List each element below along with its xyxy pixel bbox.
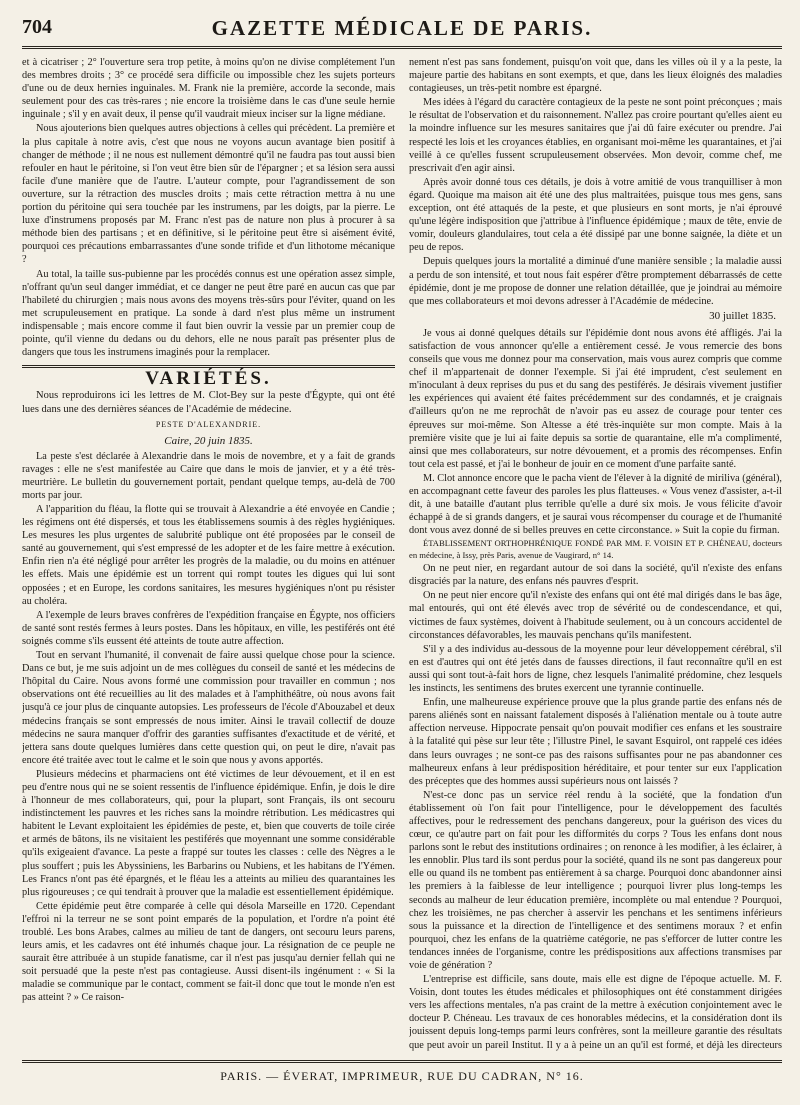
paragraph: Enfin, une malheureuse expérience prouve que la plus grande partie des enfans nés de parens aliénés sont en naissant fatalement disposés à l'aliénation mentale ou à toute autre affection nerveuse. Hippocrate pensait qu'on pouvait modifier ces enfans et les soustraire à la fatalité qui pèse sur leur tête ; l'illustre Pinel, le savant Esquirol, ont rappelé ces idées dans leurs ouvrages ; ne sont-ce pas des raisons suffisantes pour ne pas abandonner ces malheureux enfans à leur prédisposition héréditaire, et pour tenter sur eux l'application des préceptes que des hommes aussi supérieurs nous ont laissés ? bbox=[409, 697, 782, 787]
paragraph: N'est-ce donc pas un service réel rendu à la société, que la fondation d'un établissement où l'on fait pour l'intelligence, pour le développement des facultés affectives, pour le redressement des penchans dangereux, pour la guérison des vices du cœur, ce qu'autre part on fait pour les difformités du corps ? Tous les enfans dont nous parlons sont le rebut des institutions ordinaires ; on renonce à les modifier, à les éclairer, à les ennoblir. Plus tard ils sont perdus pour la société, quand ils ne sont pas dangereux pour elle ou quand ils ne tombent pas entièrement à sa charge. Pourquoi donc abandonner ainsi les premiers à la faiblesse de leur intelligence ; pourquoi livrer plus long-temps les seconds au malheur de leur éducation première, incomplète ou mal entendue ? Pourquoi, chez les troisièmes, ne pas chercher à asservir les penchans et les sentimens inférieurs sous la puissance et la direction de l'intelligence et des sentimens moraux ? et enfin pourquoi, chez les enfans de la quatrième catégorie, ne pas s'efforcer de lutter contre les tendances innées de l'organisme, contre les prédispositions aux affections transmises par voie de génération ? bbox=[409, 789, 782, 971]
paragraph: Cette épidémie peut être comparée à celle qui désola Marseille en 1720. Cependant l'effroi ni la terreur ne se sont point emparés de la population, et l'ordre n'a point été troublé. Les bons Arabes, calmes au milieu de tant de dangers, ont secouru leurs parens, leurs amis, et les cadavres ont été inhumés chaque jour. La résignation de ce peuple ne saurait être attribuée à un stupide fanatisme, car il n'est pas jusqu'au dernier fellah qui ne soit persuadé que la peste n'est pas contagieuse. Aussi disent-ils ingénument : « Si la maladie se communique par le contact, comment se fait-il donc que tout le monde n'en est pas atteint ? » Ce raison- bbox=[22, 900, 395, 1004]
section-intro: Nous reproduirons ici les lettres de M. Clot-Bey sur la peste d'Égypte, qui ont été lues dans une des dernières séances de l'Académie de médecine. bbox=[22, 390, 395, 415]
paragraph: Nous ajouterions bien quelques autres objections à celles qui précèdent. La première et la plus capitale à notre avis, c'est que nous ne voyons aucun avantage bien positif à changer de méthode ; il ne nous est nullement démontré qu'il ne faudra pas tout aussi bien refouler en haut le péritoine, si l'on veut être bien sûr de l'épargner ; et sa lésion sera aussi facile d'une manière que de l'autre. L'auteur compte, pour l'agrandissement de son ouverture, sur la rétraction des muscles droits ; mais cette rétraction mettra à nu une portion du péritoine qui sera touchée par les instrumens, par les doigts, par la pierre. Le luxe d'instrumens proposés par M. Franc n'est pas de nature non plus à procurer à sa méthode bien des partisans ; et en définitive, si le péritoine peut être si aisément évité, pourquoi ces précautions embarrassantes d'une sonde trifide et d'un lithotome mécanique ? bbox=[22, 123, 395, 266]
paragraph: S'il y a des individus au-dessous de la moyenne pour leur développement cérébral, s'il en est d'autres qui ont été jetés dans de fausses directions, il faut reconnaître qu'il en est aussi qui sont tout-à-fait hors de ligne, chez lesquels l'animalité prédomine, chez lesquels les instincts, les sentimens des brutes exercent une tyrannie continuelle. bbox=[409, 643, 782, 695]
paragraph: Après avoir donné tous ces détails, je dois à votre amitié de vous tranquilliser à mon égard. Quoique ma maison ait été une des plus maltraitées, puisque tous mes gens, sans exception, ont été attaqués de la peste, et que plusieurs en sont morts, je n'ai éprouvé qu'une légère indisposition que j'attribue à l'influence épidémique ; maux de tête, envie de vomir, douleurs glandulaires, tout cela a été dissipé par une bonne saignée, la diète et un peu de repos. bbox=[409, 176, 782, 254]
paragraph: Mes idées à l'égard du caractère contagieux de la peste ne sont point préconçues ; mais le résultat de l'observation et du raisonnement. N'allez pas croire pourtant qu'elles aient eu la moindre influence sur les mesures sanitaires que j'ai dû faire exécuter ou prendre. J'ai respecté les lois et les croyances établies, en organisant moi-même les quarantaines, et j'ai veillé à ce qu'elles fussent scrupuleusement observées. Mon devoir, comme chef, me prescrivait d'en agir ainsi. bbox=[409, 97, 782, 174]
right-column bbox=[409, 56, 782, 1051]
paragraph: Depuis quelques jours la mortalité a diminué d'une manière sensible ; la maladie aussi a perdu de son intensité, et tout nous fait espérer d'être promptement débarrassés de cette épidémie, dont je me propose de donner une relation détaillée, que je joindrai au mémoire que mes collaborateurs et moi devons adresser à l'Académie de médecine. bbox=[409, 256, 782, 307]
paragraph: A l'apparition du fléau, la flotte qui se trouvait à Alexandrie a été envoyée en Candie ; les régimens ont été dispersés, et tous les établissemens soumis à des règles hygiéniques. Les mesures les plus urgentes de salubrité publique ont été proposées par le conseil de santé au gouvernement, qui s'est empressé de les adopter et de les faire mettre à exécution. Enfin rien n'a été négligé pour arrêter les progrès de la maladie, ou du moins en atténuer les effets. Mais une épidémie est un torrent qui rompt toutes les digues qui lui sont opposées ; et en Europe, les cordons sanitaires, les mesures hygiéniques n'ont pu résister au choléra. bbox=[22, 504, 395, 607]
paragraph: M. Clot annonce encore que le pacha vient de l'élever à la dignité de miriliva (général), en accompagnant cette faveur des paroles les plus flatteuses. « Vous venez d'assister, a-t-il dit, à une bataille d'autant plus terrible qu'elle a duré six mois. Je vous félicite d'avoir échappé à de si grands dangers, et je saurai vous récompenser du courage et de l'humanité dont vous avez donné de si belles preuves en cette circonstance. » Suit la copie du firman. bbox=[409, 472, 782, 537]
paragraph: nement n'est pas sans fondement, puisqu'on voit que, dans les villes où il y a la peste, la majeure partie des habitans en sont exempts, et que, dans les lieux éloignés des maladies contagieuses, un très-petit nombre est épargné. bbox=[409, 57, 782, 95]
left-column bbox=[22, 56, 395, 1051]
paragraph: A l'exemple de leurs braves confrères de l'expédition française en Égypte, nos officiers de santé sont restés fermes à leurs postes. Dans les hôpitaux, en ville, les pestiférés ont été soignés comme s'ils eussent été atteints de toute autre affection. bbox=[22, 609, 395, 647]
article-subheading: PESTE D'ALEXANDRIE. bbox=[155, 420, 262, 430]
paragraph: On ne peut nier encore qu'il n'existe des enfans qui ont été mal dirigés dans le bas âge, mal entourés, qui ont été élevés avec trop de sévérité ou de condescendance, et qui, victimes de faux systèmes, doivent à l'habitude seulement, ou à un concours accidentel de circonstances défavorables, les mauvais penchans qu'ils manifestent. bbox=[409, 590, 782, 641]
paragraph: Je vous ai donné quelques détails sur l'épidémie dont nous avons été affligés. J'ai la satisfaction de vous annoncer qu'elle a entièrement cessé. Je vous remercie des bons conseils que vous me donnez pour ma conservation, mais vous aurez compris que comme chef il m'appartenait de donner l'exemple. Si j'ai été imprudent, c'est seulement en m'inoculant à deux reprises du pus et du sang des pestiférés. Je désirais vivement justifier les expériences qui avaient été faites précédemment sur des condamnés, et je craignais d'ailleurs qu'on ne me reprochât de n'avoir pas eu assez de courage pour tenter ces épreuves sur moi-même. Son Altesse a été très-inquiète sur mon compte. Mais à la première visite que je lui ai faite depuis sa sortie de quarantaine, elle m'a complimenté, ainsi que mes collaborateurs, sur notre dévouement, et a promis des récompenses. Enfin tout cela est passé, et j'ai le bonheur de jouir en ce moment d'une parfaite santé. bbox=[409, 327, 782, 470]
newspaper-page bbox=[22, 14, 782, 1094]
printer-imprint: PARIS. — ÉVERAT, IMPRIMEUR, RUE DU CADRAN, N° 16. bbox=[22, 1060, 782, 1084]
text-columns bbox=[22, 56, 782, 1051]
dateline: Caire, 20 juin 1835. bbox=[164, 434, 253, 447]
paragraph: La peste s'est déclarée à Alexandrie dans le mois de novembre, et y a fait de grands ravages : elle ne s'est manifestée au Caire que dans le mois de janvier, et y a été très-meurtrière. Le bulletin du gouvernement portait, pendant quelque temps, au-delà de 700 morts par jour. bbox=[22, 450, 395, 501]
paragraph: Tout en servant l'humanité, il convenait de faire aussi quelque chose pour la science. Dans ce but, je me suis adjoint un de mes collègues du conseil de santé et les médecins de l'hôpital du Caire. Nous avons formé une commission pour travailler en commun ; nos observations ont été recueillies au lit des malades et à l'amphithéâtre, où nous avons fait jusqu'à ce jour plus de cinquante autopsies. Les professeurs de l'école d'Abouzabel et deux médecins français se sont empressés de nous imiter. Ainsi le travail collectif de douze médecins ne saura manquer d'offrir des garanties suffisantes d'exactitude et de vérité, et jettera sans doute quelques lumières dans cette question qui, on peut le dire, n'avait pas encore été traitée avec tout le calme et le soin que nous y avons apportés. bbox=[22, 650, 395, 766]
paragraph: Plusieurs médecins et pharmaciens ont été victimes de leur dévouement, et il en est peu d'entre nous qui ne se soient ressentis de l'influence épidémique. Enfin, je dois le dire à l'honneur de mes collaborateurs, qui, pour la plupart, sont Français, ils ont secouru indistinctement les pauvres et les riches sans la moindre rétribution. Les médicastres qui habitent le Levant exploitaient les épidémies de peste, et, bien que couverts de toile cirée et armés de bâtons, ils ne visitaient les pestiférés que moyennant une somme considérable qu'ils exigeaient d'avance. La peste a frappé sur toutes les classes : celle des Nègres a le plus souffert ; puis les Abyssiniens, les Barbarins ou Nubiens, et les habitans de l'Yémen. Les Francs n'ont pas été épargnés, et le fléau les a atteints au milieu des quarantaines les plus rigoureuses ; ce qui tendrait à prouver que la maladie est essentiellement épidémique. bbox=[22, 768, 395, 898]
journal-title: GAZETTE MÉDICALE DE PARIS. bbox=[211, 16, 593, 40]
establishment-heading: ÉTABLISSEMENT ORTHOPHRÉNIQUE FONDÉ PAR MM. F. VOISIN ET P. CHÉNEAU, docteurs en médecine, à Issy, près Paris, avenue de Vaugirard, n° 14. bbox=[409, 538, 782, 560]
page-header bbox=[22, 14, 782, 49]
paragraph: Au total, la taille sus-pubienne par les procédés connus est une opération assez simple, n'offrant qu'un seul danger immédiat, et ce danger ne peut être paré en aucun cas que par l'habileté du chirurgien ; mais nous avons des moyens très-sûrs pour l'éviter, quand on les met scrupuleusement en pratique. La sonde à dard n'est plus même un instrument indispensable ; mais encore comme il faut bien ouvrir la vessie par un premier coup de pointe, qu'il vienne du dedans ou du dehors, elle ne nous paraît pas présenter plus de dangers que tous les instrumens imaginés pour la remplacer. bbox=[22, 268, 395, 359]
paragraph: L'entreprise est difficile, sans doute, mais elle est digne de l'époque actuelle. M. F. Voisin, dont toutes les études médicales et philosophiques ont été constamment dirigées vers les affections mentales, n'a pas craint de la mettre à exécution conjointement avec le docteur P. Chéneau. Les travaux de ces honorables médecins, et la considération dont ils jouissent depuis long-temps parmi leurs confrères, sont la meilleure garantie des résultats que peut avoir un pareil Institut. Il y a à peine un an qu'il est formé, et déjà les directeurs bbox=[409, 974, 782, 1051]
dateline: 30 juillet 1835. bbox=[709, 309, 776, 322]
paragraph: On ne peut nier, en regardant autour de soi dans la société, qu'il n'existe des enfans disgraciés par la nature, des enfans nés pauvres d'esprit. bbox=[409, 563, 782, 588]
page-number: 704 bbox=[22, 16, 52, 38]
section-title: VARIÉTÉS. bbox=[145, 368, 272, 390]
paragraph: et à cicatriser ; 2° l'ouverture sera trop petite, à moins qu'on ne divise complétement l'un des membres droits ; 3° ce procédé sera difficile ou impossible chez les sujets porteurs d'une ou de deux hernies inguinales. M. Frank nie la première, accorde la seconde, mais seulement pour des cas très-rares ; nie encore la troisième dans le cas d'une seule hernie inguinale ; s'il y en avait deux, il pense qu'il vaudrait mieux inciser sur la ligne médiane. bbox=[22, 57, 395, 121]
